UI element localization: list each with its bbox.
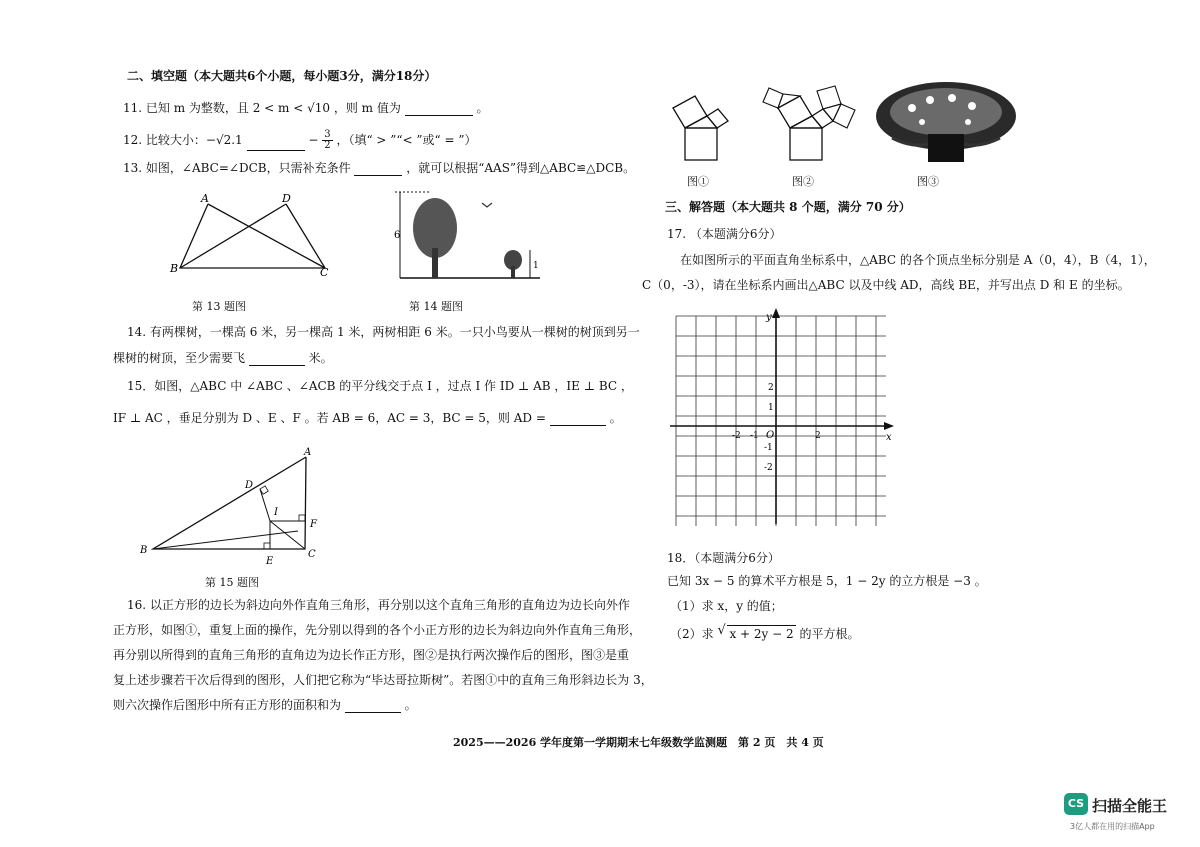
fig15-label-i: I: [274, 507, 278, 518]
section3-title: 三、解答题（本大题共 8 个题，满分 70 分）: [665, 200, 911, 214]
fig14-height-big: 6: [394, 230, 401, 241]
bird-icon: [482, 203, 492, 207]
q14-line1: 14. 有两棵树，一棵高 6 米，另一棵高 1 米，两树相距 6 米。一只小鸟要从一棵树的树顶到另一: [127, 325, 640, 339]
figure-15: [138, 445, 328, 570]
q12-end: ，（填“ > ”“< ”或“ = ”）: [336, 133, 477, 147]
q16-text: 则六次操作后图形中所有正方形的面积和为: [113, 698, 342, 712]
tick-y-1: 1: [768, 403, 774, 413]
q14-line2: [113, 350, 333, 366]
tick-y-neg1: -1: [764, 443, 773, 453]
figure-16-1: [665, 82, 737, 168]
coordinate-grid: [670, 310, 900, 530]
x-axis-label: x: [886, 432, 892, 443]
tick-x-2: 2: [815, 431, 821, 441]
q15-end: 。: [609, 411, 622, 425]
q16-line4: 复上述步骤若干次后得到的图形，人们把它称为“毕达哥拉斯树”。若图①中的直角三角形斜边长为 3，: [113, 673, 653, 687]
q13-end: ，就可以根据“AAS”得到△ABC≌△DCB。: [406, 161, 636, 175]
question-11: [123, 100, 489, 116]
fig13-label-c: C: [320, 266, 329, 279]
q12-fraction: [322, 130, 332, 151]
q16-end: 。: [404, 698, 417, 712]
q15-line1: 15．如图，△ABC 中 ∠ABC 、∠ACB 的平分线交于点 I ，过点 I 作 ID ⊥ AB ，IE ⊥ BC ，: [127, 379, 633, 393]
figure-16-3: [872, 78, 1020, 170]
q18-sub2: [670, 625, 860, 642]
figure-14: [390, 188, 550, 283]
fig16-caption-1: 图①: [687, 175, 709, 188]
q18-radical: [717, 623, 795, 642]
q12-text: 12. 比较大小：−√2.1: [123, 133, 243, 147]
q14-text: 棵树的树顶，至少需要飞: [113, 351, 246, 365]
y-axis-arrow: [772, 308, 780, 318]
q15-line2: [113, 410, 622, 426]
fig16-caption-3: 图③: [917, 175, 939, 188]
question-13: [123, 160, 635, 176]
fig13-label-d: D: [282, 192, 291, 205]
q17-head: 17. （本题满分6分）: [667, 227, 782, 241]
fig15-label-c: C: [308, 549, 316, 560]
radical-sign-icon: √: [717, 623, 726, 638]
fig14-height-small: 1: [533, 261, 539, 271]
fig13-label-b: B: [170, 262, 179, 275]
q12-minus: −: [308, 133, 319, 147]
q11-blank: [405, 103, 473, 116]
q13-text: 13. 如图，∠ABC=∠DCB，只需补充条件: [123, 161, 351, 175]
q15-blank: [550, 413, 606, 426]
fig15-label-f: F: [310, 519, 317, 530]
fig15-label-d: D: [245, 480, 254, 491]
q18-line1: 已知 3x − 5 的算术平方根是 5，1 − 2y 的立方根是 −3 。: [667, 574, 987, 588]
figure-16-2: [755, 82, 865, 168]
fig14-caption: 第 14 题图: [409, 300, 463, 313]
q18-sub2-end: 的平方根。: [799, 627, 860, 641]
camscanner-logo-icon: CS: [1064, 793, 1088, 815]
q15-text: IF ⊥ AC ，垂足分别为 D 、E 、F 。若 AB = 6，AC = 3，BC = 5，则 AD =: [113, 411, 546, 425]
q13-blank: [354, 163, 402, 176]
fig15-label-a: A: [304, 447, 312, 458]
camscanner-tagline: 3亿人都在用的扫描App: [1070, 822, 1155, 831]
fig15-label-e: E: [266, 556, 274, 567]
q17-line2: C（0，-3），请在坐标系内画出△ABC 以及中线 AD，高线 BE，并写出点 D 和 E 的坐标。: [642, 278, 1130, 292]
q18-sub1: （1）求 x，y 的值；: [670, 599, 783, 613]
fig15-caption: 第 15 题图: [205, 576, 259, 589]
tick-y-neg2: -2: [764, 463, 773, 473]
q18-sub2-text: （2）求: [670, 627, 714, 641]
q18-head: 18．（本题满分6分）: [667, 551, 780, 565]
camscanner-name: 扫描全能王: [1092, 797, 1168, 815]
q16-line5: [113, 697, 417, 713]
tick-y-2: 2: [768, 383, 774, 393]
q11-text: 11. 已知 m 为整数，且 2 < m < √10 ，则 m 值为: [123, 101, 401, 115]
section2-title: 二、填空题（本大题共6个小题，每小题3分，满分18分）: [127, 69, 437, 83]
question-12: [123, 130, 476, 151]
page-footer: 2025——2026 学年度第一学期期末七年级数学监测题 第 2 页 共 4 页: [453, 736, 824, 749]
x-axis-arrow: [884, 422, 894, 430]
fig16-caption-2: 图②: [792, 175, 814, 188]
origin-label: O: [766, 430, 775, 441]
y-axis-label: y: [766, 312, 772, 323]
q16-line3: 再分别以所得到的直角三角形的直角边为边长作正方形，图②是执行两次操作后的图形，图③是重: [113, 648, 630, 662]
q18-radicand: x + 2y − 2: [729, 627, 794, 641]
q16-line1: 16. 以正方形的边长为斜边向外作直角三角形，再分别以这个直角三角形的直角边为边长向外作: [127, 598, 630, 612]
figure-13: [165, 190, 345, 285]
q16-line2: 正方形，如图①，重复上面的操作，先分别以得到的各个小正方形的边长为斜边向外作直角三角形，: [113, 623, 642, 637]
tick-x-neg1: -1: [750, 431, 759, 441]
q12-frac-den: 2: [324, 140, 331, 151]
q16-blank: [345, 700, 401, 713]
q14-end: 米。: [308, 351, 333, 365]
q14-blank: [249, 353, 305, 366]
fig13-label-a: A: [201, 192, 209, 205]
fig13-caption: 第 13 题图: [192, 300, 246, 313]
q12-frac-num: 3: [324, 129, 331, 140]
q11-end: 。: [476, 101, 489, 115]
camscanner-watermark: [1064, 793, 1182, 839]
fig15-label-b: B: [140, 545, 148, 556]
q17-line1: 在如图所示的平面直角坐标系中，△ABC 的各个顶点坐标分别是 A（0，4），B（4，1），: [680, 253, 1156, 267]
tick-x-neg2: -2: [732, 431, 741, 441]
q12-blank: [247, 138, 305, 151]
